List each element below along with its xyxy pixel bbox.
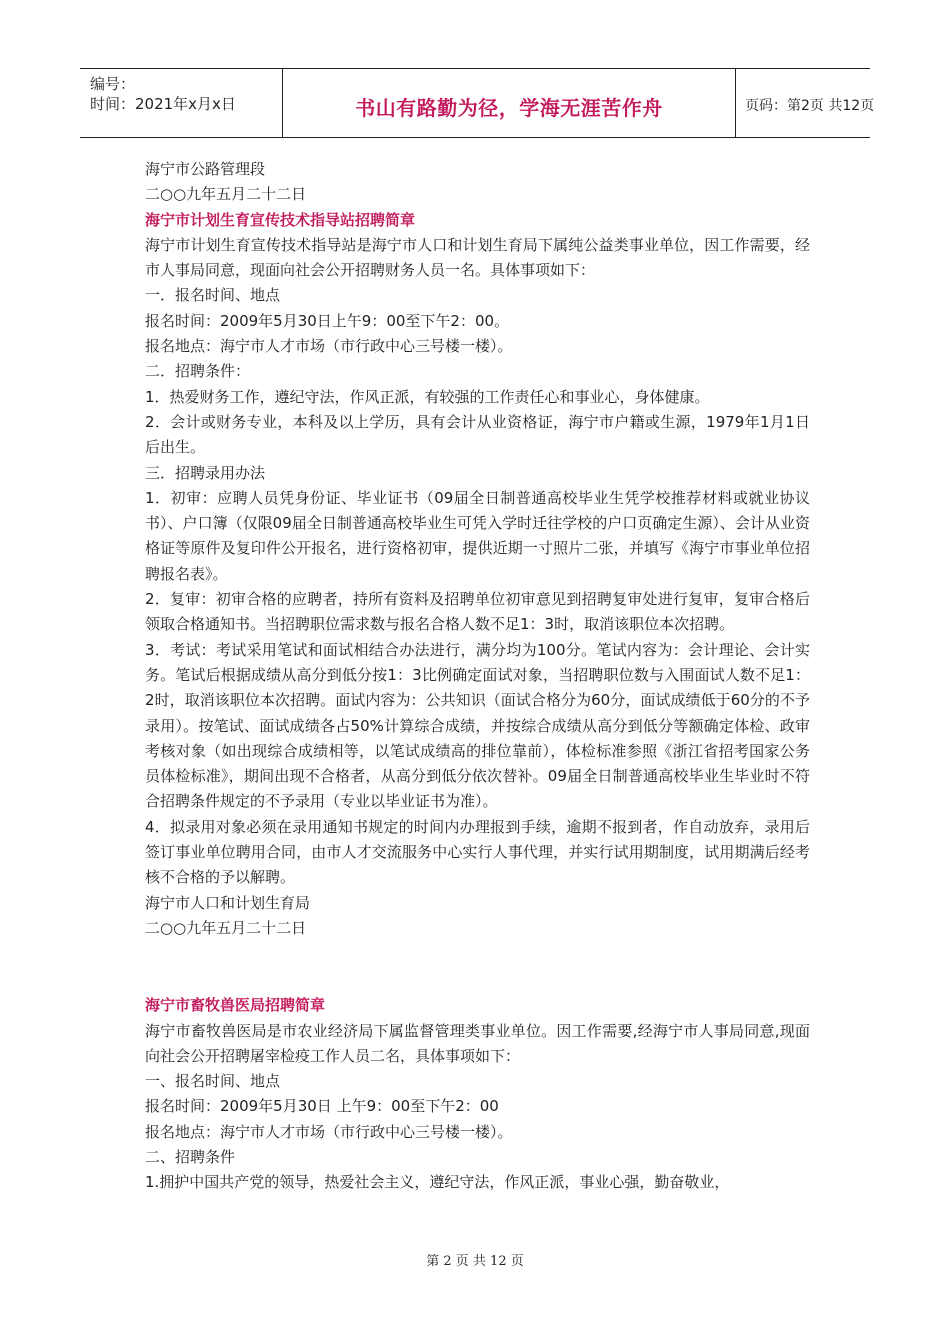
paragraph: 2．会计或财务专业，本科及以上学历，具有会计从业资格证，海宁市户籍或生源，1979年1月1日后出生。 <box>145 412 810 457</box>
paragraph: 报名时间：2009年5月30日 上午9：00至下午2：00 <box>145 1097 499 1116</box>
paragraph: 1．热爱财务工作，遵纪守法，作风正派，有较强的工作责任心和事业心，身体健康。 <box>145 387 710 406</box>
paragraph: 3．考试：考试采用笔试和面试相结合办法进行，满分均为100分。笔试内容为：会计理论、会计实务。笔试后根据成绩从高分到低分按1：3比例确定面试对象，当招聘职位数与入围面试人数不足1：2时，取消该职位本次招聘。面试内容为：公共知识（面试合格分为60分，面试成绩低于60分的不予录用）。按笔试、面试成绩各占50%计算综合成绩，并按综合成绩从高分到低分等额确定体检、政审考核对象（如出现综合成绩相等，以笔试成绩高的排位靠前），体检标准参照《浙江省招考国家公务员体检标准》，期间出现不合格者，从高分到低分依次替补。09届全日制普通高校毕业生毕业时不符合招聘条件规定的不予录用（专业以毕业证书为准）。 <box>145 640 810 811</box>
paragraph: 1.拥护中国共产党的领导，热爱社会主义，遵纪守法，作风正派，事业心强，勤奋敬业， <box>145 1173 730 1192</box>
signature-date: 二○○九年五月二十二日 <box>145 918 307 937</box>
header-motto: 书山有路勤为径，学海无涯苦作舟 <box>355 96 663 120</box>
paragraph: 报名地点：海宁市人才市场（市行政中心三号楼一楼）。 <box>145 337 513 356</box>
signature-org: 海宁市人口和计划生育局 <box>145 893 311 912</box>
header-right-cell <box>735 69 875 137</box>
document-body <box>145 157 810 1196</box>
spacer <box>145 941 810 967</box>
section-heading: 三．招聘录用办法 <box>145 463 266 482</box>
signature-org: 海宁市公路管理段 <box>145 160 266 178</box>
section-heading: 一．报名时间、地点 <box>145 286 281 305</box>
section-heading: 一、报名时间、地点 <box>145 1072 281 1091</box>
section-title: 海宁市计划生育宣传技术指导站招聘简章 <box>145 210 416 229</box>
signature-date: 二○○九年五月二十二日 <box>145 185 307 204</box>
paragraph: 2．复审：初审合格的应聘者，持所有资料及招聘单位初审意见到招聘复审处进行复审，复审合格后领取合格通知书。当招聘职位需求数与报名合格人数不足1：3时，取消该职位本次招聘。 <box>145 590 810 634</box>
paragraph: 1．初审：应聘人员凭身份证、毕业证书（09届全日制普通高校毕业生凭学校推荐材料或就业协议书）、户口簿（仅限09届全日制普通高校毕业生可凭入学时迁往学校的户口页确定生源）、会计从业资格证等原件及复印件公开报名，进行资格初审，提供近期一寸照片二张，并填写《海宁市事业单位招聘报名表》。 <box>145 488 810 583</box>
section-heading: 二、招聘条件 <box>145 1147 236 1166</box>
header-page-info: 页码：第2页 共12页 <box>745 98 875 114</box>
paragraph: 4．拟录用对象必须在录用通知书规定的时间内办理报到手续，逾期不报到者，作自动放弃，录用后签订事业单位聘用合同，由市人才交流服务中心实行人事代理，并实行试用期制度，试用期满后经考核不合格的予以解聘。 <box>145 817 810 887</box>
spacer <box>145 967 810 993</box>
paragraph: 报名时间：2009年5月30日上午9：00至下午2：00。 <box>145 311 510 330</box>
page-footer: 第 2 页 共 12 页 <box>426 1254 524 1269</box>
section-title: 海宁市畜牧兽医局招聘简章 <box>145 996 326 1015</box>
header-left-cell <box>80 69 282 137</box>
paragraph: 海宁市畜牧兽医局是市农业经济局下属监督管理类事业单位。因工作需要,经海宁市人事局同意,现面向社会公开招聘屠宰检疫工作人员二名，具体事项如下： <box>145 1021 810 1065</box>
document-code-label: 编号： <box>90 75 136 93</box>
paragraph: 报名地点：海宁市人才市场（市行政中心三号楼一楼）。 <box>145 1122 513 1141</box>
header-motto-cell <box>282 69 736 137</box>
section-heading: 二．招聘条件： <box>145 362 251 381</box>
page-header <box>80 68 875 138</box>
document-time-label: 时间：2021年x月x日 <box>90 95 236 113</box>
paragraph: 海宁市计划生育宣传技术指导站是海宁市人口和计划生育局下属纯公益类事业单位，因工作需要，经市人事局同意，现面向社会公开招聘财务人员一名。具体事项如下： <box>145 235 810 280</box>
